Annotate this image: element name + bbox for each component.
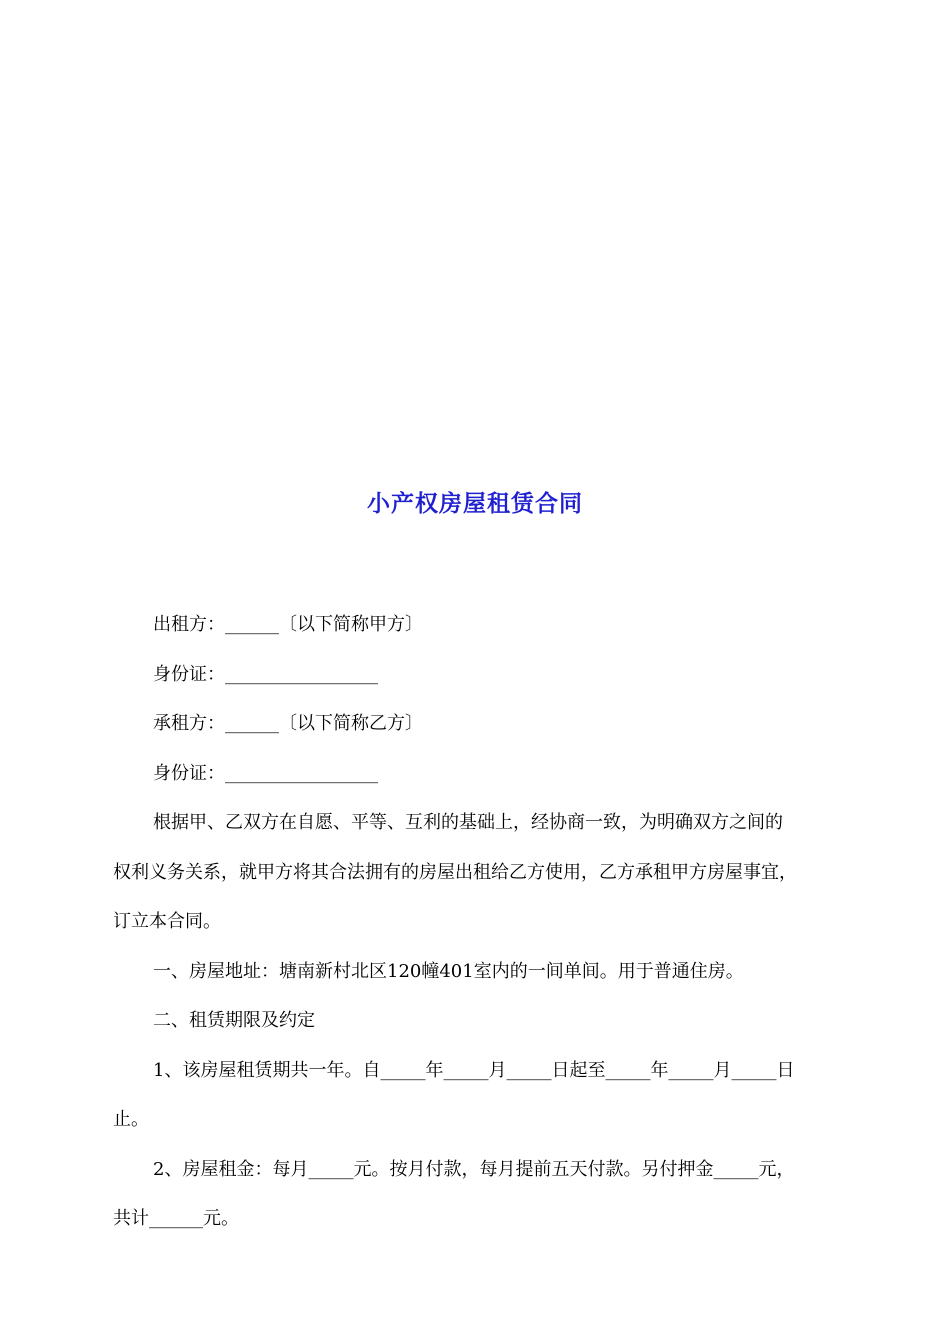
item-2-line-2: 共计______元。 bbox=[113, 1208, 239, 1229]
item-1-line-1: 1、该房屋租赁期共一年。自_____年_____月_____日起至_____年_____月_____日 bbox=[153, 1059, 795, 1081]
preamble-line-3: 订立本合同。 bbox=[113, 911, 221, 932]
clause-1-address: 一、房屋地址：塘南新村北区120幢401室内的一间单间。用于普通住房。 bbox=[153, 960, 744, 982]
clause-2-heading: 二、租赁期限及约定 bbox=[153, 1010, 315, 1031]
preamble-line-2: 权利义务关系，就甲方将其合法拥有的房屋出租给乙方使用，乙方承租甲方房屋事宜， bbox=[113, 861, 797, 883]
lessor-id-line: 身份证：_________________ bbox=[153, 663, 378, 685]
document-body bbox=[113, 600, 837, 1244]
document-title: 小产权房屋租赁合同 bbox=[367, 490, 583, 517]
item-2-line-1: 2、房屋租金：每月_____元。按月付款，每月提前五天付款。另付押金_____元， bbox=[153, 1158, 795, 1180]
lessee-line: 承租方：______〔以下简称乙方〕 bbox=[153, 713, 423, 734]
preamble-line-1: 根据甲、乙双方在自愿、平等、互利的基础上，经协商一致，为明确双方之间的 bbox=[153, 812, 783, 833]
lessor-line: 出租方：______〔以下简称甲方〕 bbox=[153, 614, 423, 635]
item-1-line-2: 止。 bbox=[113, 1109, 149, 1130]
lessee-id-line: 身份证：_________________ bbox=[153, 762, 378, 784]
